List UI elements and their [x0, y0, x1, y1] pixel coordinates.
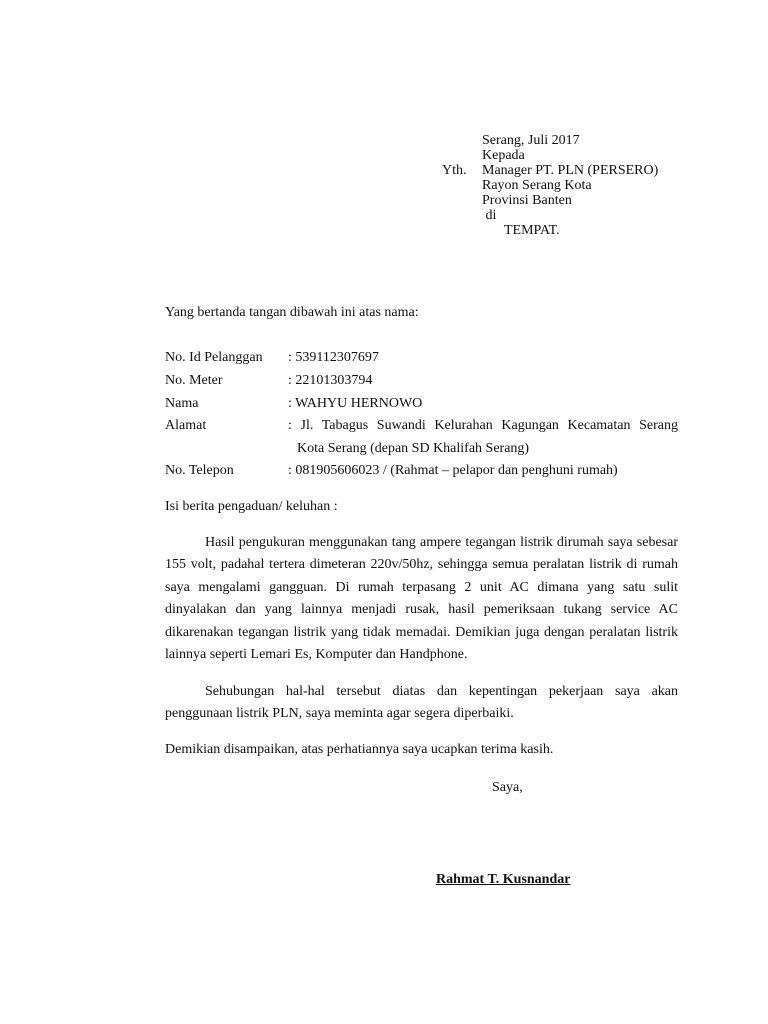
kepada-label: Kepada [482, 148, 525, 163]
closing-text: Demikian disampaikan, atas perhatiannya saya ucapkan terima kasih. [165, 742, 554, 757]
alamat-value-line1: : Jl. Tabagus Suwandi Kelurahan Kagungan Kecamatan Serang [288, 418, 678, 433]
nama-value: : WAHYU HERNOWO [288, 396, 423, 411]
no-meter-value: : 22101303794 [288, 373, 373, 388]
complaint-paragraph-2 [165, 681, 678, 726]
signature-greeting: Saya, [492, 780, 523, 795]
no-meter-label: No. Meter [165, 373, 223, 388]
complaint-paragraph-2-text: Sehubungan hal-hal tersebut diatas dan kepentingan pekerjaan saya akan penggunaan listrik PLN, saya meminta agar segera diperbaiki. [165, 684, 678, 722]
id-pelanggan-value: : 539112307697 [288, 350, 379, 365]
yth-label: Yth. [442, 163, 467, 178]
telepon-label: No. Telepon [165, 463, 234, 478]
recipient-line-1: Manager PT. PLN (PERSERO) [482, 163, 659, 178]
complaint-paragraph-1-text: Hasil pengukuran menggunakan tang ampere tegangan listrik dirumah saya sebesar 155 volt, padahal tertera dimeteran 220v/50hz, sehingga semua peralatan listrik di rumah saya mengalami gangguan. Di rumah terpasang 2 unit AC dimana yang satu sulit dinyalakan dan yang lainnya menjadi rusak, hasil pemeriksaan tukang service AC dikarenakan tegangan listrik yang tidak memadai. Demikian juga dengan peralatan listrik lainnya seperti Lemari Es, Komputer dan Handphone. [165, 535, 678, 663]
alamat-label: Alamat [165, 418, 207, 433]
recipient-line-5: TEMPAT. [504, 223, 560, 238]
recipient-line-4: di [482, 208, 497, 223]
recipient-line-2: Rayon Serang Kota [482, 178, 592, 193]
alamat-value-line2: Kota Serang (depan SD Khalifah Serang) [297, 441, 530, 456]
place-date: Serang, Juli 2017 [482, 133, 580, 148]
complaint-paragraph-1 [165, 532, 678, 666]
id-pelanggan-label: No. Id Pelanggan [165, 350, 263, 365]
complaint-heading: Isi berita pengaduan/ keluhan : [165, 499, 338, 514]
intro-text: Yang bertanda tangan dibawah ini atas nama: [165, 305, 419, 320]
signature-name: Rahmat T. Kusnandar [436, 872, 571, 887]
recipient-line-3: Provinsi Banten [482, 193, 572, 208]
nama-label: Nama [165, 396, 199, 411]
telepon-value: : 081905606023 / (Rahmat – pelapor dan penghuni rumah) [288, 463, 618, 478]
